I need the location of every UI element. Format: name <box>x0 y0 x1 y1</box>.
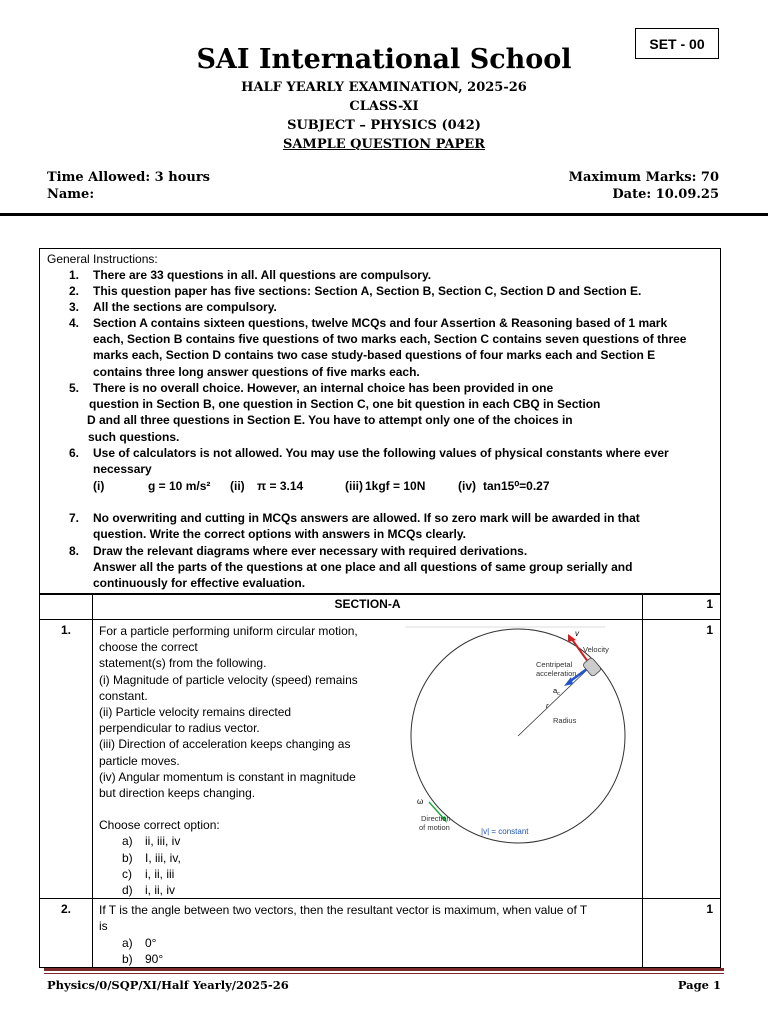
school-name: SAI International School <box>196 44 572 75</box>
paper-type: SAMPLE QUESTION PAPER <box>282 137 486 152</box>
footer-rule <box>44 968 724 971</box>
constant-speed-label: |v| = constant <box>481 827 529 836</box>
exam-date: Date: 10.09.25 <box>612 187 719 202</box>
question-number: 2. <box>40 899 93 968</box>
instruction-item: 7. No overwriting and cutting in MCQs answers are allowed. If so zero mark will be awarded in that question. Write the correct options with answers in MCQs clearly. <box>69 511 640 542</box>
centripetal-label: Centripetal <box>536 660 573 669</box>
option-label: d) <box>122 883 133 898</box>
instruction-item: 8. Draw the relevant diagrams where ever necessary with required derivations. Answer all the parts of the questions at one place and all questions of same group serially and continuously for effective evaluation. <box>69 544 633 591</box>
radius-label: Radius <box>553 716 577 725</box>
time-allowed: Time Allowed: 3 hours <box>47 170 210 185</box>
option-text: i, ii, iv <box>145 883 175 898</box>
question-text: For a particle performing uniform circular motion, choose the correct statement(s) from the following. (i) Magnitude of particle velocity (speed) remains constant. (ii) Particle velocity remains directed perpendicular to radius vector. (iii) Direction of acceleration keeps changing as particle moves. (iv) Angular momentum is constant in magnitude but direction keeps changing. Choose correct option: a) ii, iii, iv b) I, iii, iv, c) i, ii, iii d) i, ii, iv <box>99 624 358 898</box>
option-label: a) <box>122 834 133 849</box>
circular-motion-diagram <box>405 626 635 846</box>
question-marks: 1 <box>643 620 721 899</box>
class-label: CLASS-XI <box>349 99 419 114</box>
velocity-label: Velocity <box>583 645 609 654</box>
instruction-item: 6. Use of calculators is not allowed. You may use the following values of physical constants where ever necessary <box>69 446 669 477</box>
question-marks: 1 <box>643 899 721 968</box>
section-a-title: SECTION-A <box>93 595 643 620</box>
r-label: r <box>546 701 549 710</box>
option-label: a) <box>122 935 133 950</box>
footer-code: Physics/0/SQP/XI/Half Yearly/2025-26 <box>47 978 289 992</box>
question-row <box>40 620 721 899</box>
general-instructions <box>39 248 721 594</box>
name-label: Name: <box>47 187 95 202</box>
section-a-marks: 1 <box>643 595 721 620</box>
option-text: 0° <box>145 935 157 950</box>
physical-constants: (i) g = 10 m/s² (ii) π = 3.14 (iii) 1kgf = 10N (iv) tan15⁰=0.27 <box>93 479 550 493</box>
section-a-row <box>40 595 721 620</box>
page-number: Page 1 <box>677 978 721 992</box>
acceleration-label: acceleration <box>536 669 577 678</box>
option-text: I, iii, iv, <box>145 850 181 865</box>
option-text: ii, iii, iv <box>145 834 181 849</box>
instruction-item: 3. All the sections are compulsory. <box>69 300 277 314</box>
set-label: SET - 00 <box>635 28 719 59</box>
question-body <box>93 899 643 968</box>
of-motion-label: of motion <box>419 823 450 832</box>
instruction-item: 2. This question paper has five sections: Section A, Section B, Section C, Section D and Section E. <box>69 284 642 298</box>
instruction-item: 1. There are 33 questions in all. All questions are compulsory. <box>69 268 432 282</box>
question-text: If T is the angle between two vectors, then the resultant vector is maximum, when value of T is a) 0° b) 90° <box>99 903 588 966</box>
car-icon <box>582 657 601 677</box>
direction-label: Direction <box>421 814 451 823</box>
v-label: v <box>575 629 579 638</box>
subject-label: SUBJECT – PHYSICS (042) <box>287 118 481 133</box>
ac-label: $a_c$ <box>553 686 560 697</box>
option-label: c) <box>122 866 132 881</box>
max-marks: Maximum Marks: 70 <box>568 170 719 185</box>
omega-label: ω <box>417 797 424 806</box>
footer-rule-thin <box>44 973 724 974</box>
question-number: 1. <box>40 620 93 899</box>
option-label: b) <box>122 951 133 966</box>
question-body <box>93 620 643 899</box>
instruction-item: 4. Section A contains sixteen questions, twelve MCQs and four Assertion & Reasoning based of 1 mark each, Section B contains five questions of two marks each, Section C contains seven questions of three marks each, Section D contains two case study-based questions of four marks each and Section E contains three long answer questions of five marks each. <box>69 316 687 379</box>
question-table <box>39 594 721 968</box>
option-label: b) <box>122 850 133 865</box>
option-text: 90° <box>145 951 164 966</box>
question-row <box>40 899 721 968</box>
exam-title: HALF YEARLY EXAMINATION, 2025-26 <box>241 80 527 95</box>
instruction-item: 5. There is no overall choice. However, an internal choice has been provided in one question in Section B, one question in Section C, one bit question in each CBQ in Section D and all three questions in Section E. You have to attempt only one of the choices in such questions. <box>69 381 601 444</box>
instructions-heading: General Instructions: <box>47 252 158 266</box>
option-text: i, ii, iii <box>145 866 175 881</box>
header-divider <box>0 213 768 216</box>
